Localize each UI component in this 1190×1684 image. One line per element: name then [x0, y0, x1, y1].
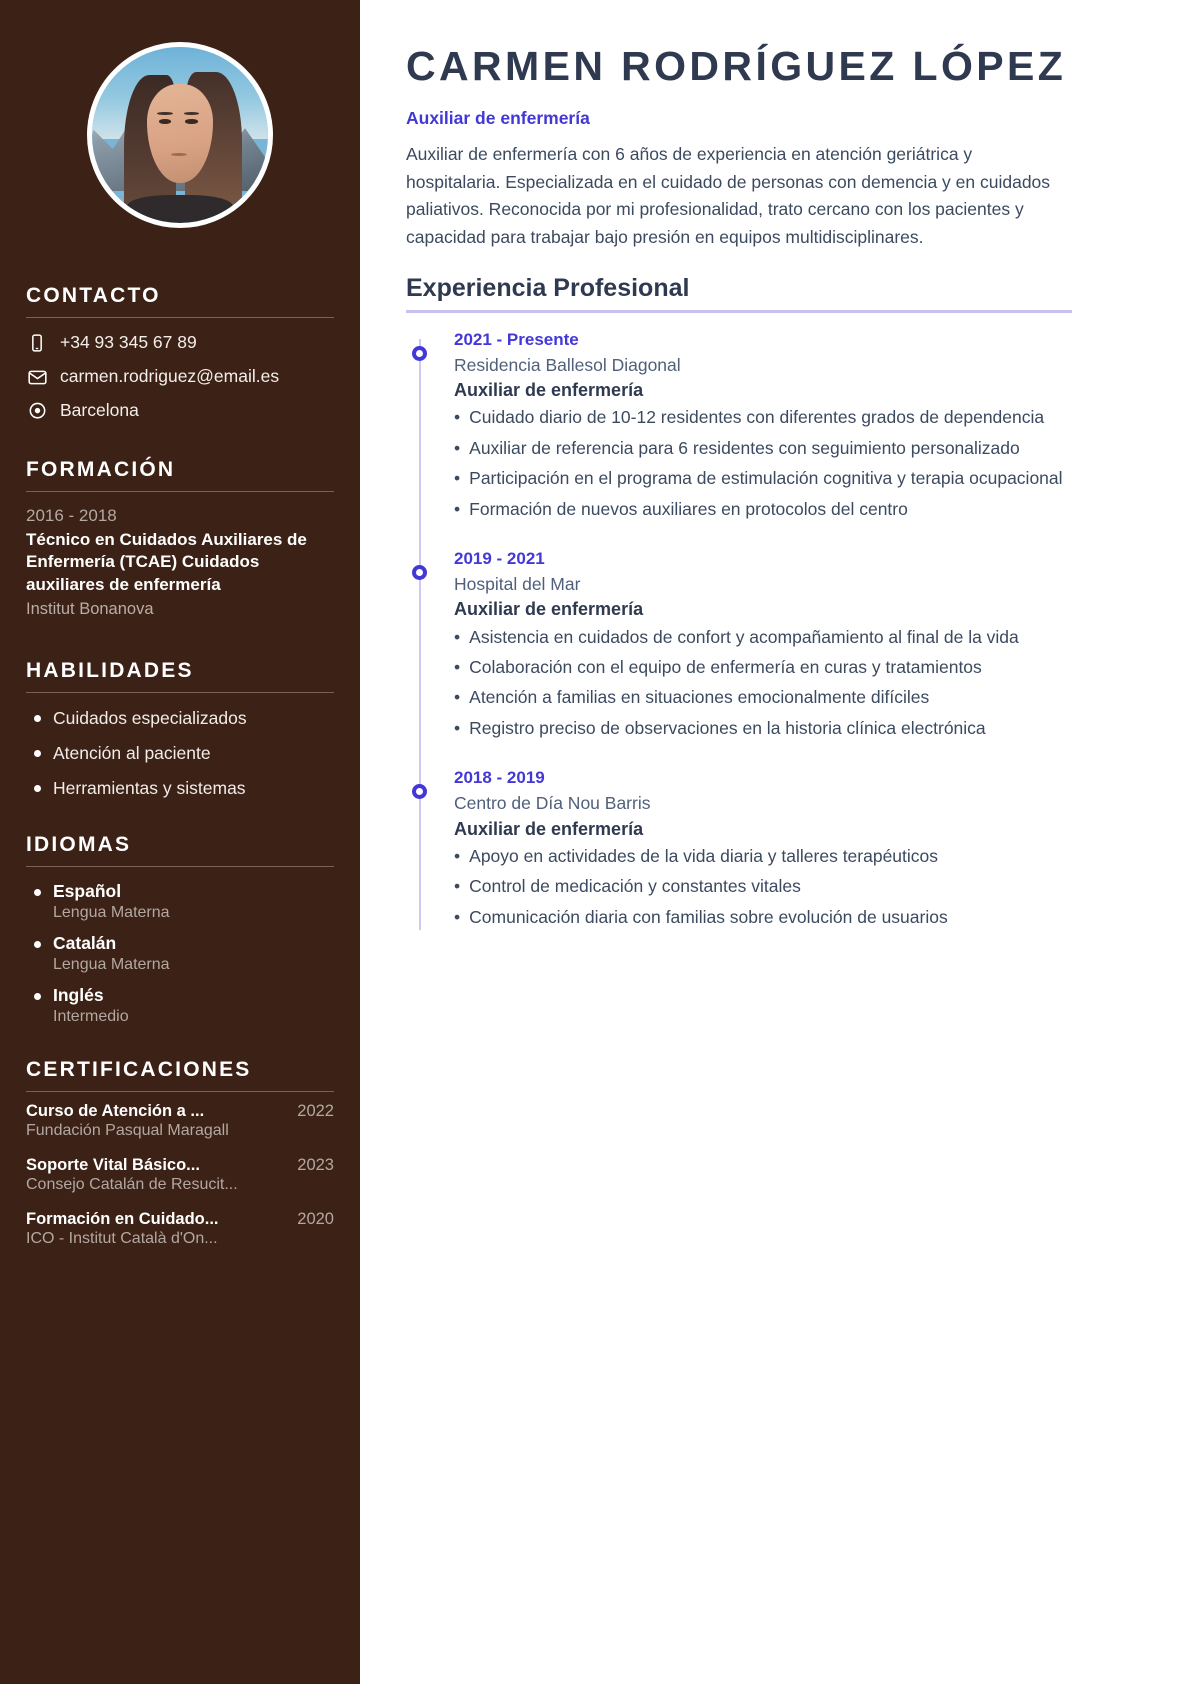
contact-item-email[interactable] [26, 366, 334, 388]
bullet-text: Registro preciso de observaciones en la historia clínica electrónica [469, 717, 986, 738]
list-item [26, 707, 334, 730]
list-item [454, 716, 1072, 741]
timeline-line [419, 339, 421, 930]
section-divider [26, 317, 334, 318]
bullet-dot-icon: • [454, 498, 461, 519]
bullet-dot-icon: • [454, 906, 461, 927]
list-item [454, 466, 1072, 491]
main-content [360, 0, 1190, 1684]
bullet-text: Apoyo en actividades de la vida diaria y talleres terapéuticos [469, 845, 939, 866]
bullet-text: Auxiliar de referencia para 6 residentes con seguimiento personalizado [469, 437, 1020, 458]
certification-org: Fundación Pasqual Maragall [26, 1122, 229, 1140]
bullet-dot-icon: • [454, 626, 461, 647]
experience-bullets [454, 405, 1072, 522]
list-item [26, 742, 334, 765]
bullet-dot-icon: • [454, 717, 461, 738]
list-item [454, 905, 1072, 930]
language-name: Catalán [53, 933, 117, 954]
contact-phone-value: +34 93 345 67 89 [60, 332, 197, 353]
list-item [454, 625, 1072, 650]
bullet-text: Comunicación diaria con familias sobre evolución de usuarios [469, 906, 948, 927]
list-item [26, 1210, 334, 1248]
certification-year: 2020 [297, 1210, 334, 1229]
certification-name: Soporte Vital Básico... [26, 1156, 200, 1175]
experience-company: Hospital del Mar [454, 573, 581, 594]
skill-label: Atención al paciente [53, 742, 211, 763]
bullet-text: Atención a familias en situaciones emocionalmente difíciles [469, 687, 930, 708]
certifications-list [26, 1102, 334, 1248]
bullet-dot-icon [34, 993, 41, 1000]
language-level: Intermedio [53, 1008, 129, 1026]
bullet-dot-icon: • [454, 407, 461, 428]
languages-heading: IDIOMAS [26, 833, 132, 857]
list-item [26, 1156, 334, 1194]
experience-dates: 2021 - Presente [454, 329, 579, 349]
experience-role: Auxiliar de enfermería [454, 380, 644, 401]
bullet-dot-icon: • [454, 468, 461, 489]
contact-heading: CONTACTO [26, 284, 161, 307]
profile-photo [87, 42, 273, 228]
list-item [26, 1102, 334, 1140]
bullet-dot-icon [34, 889, 41, 896]
contact-list [26, 332, 334, 422]
languages-list [26, 881, 334, 1026]
experience-role: Auxiliar de enfermería [454, 818, 644, 839]
experience-item [454, 329, 1072, 522]
bullet-text: Participación en el programa de estimulación cognitiva y terapia ocupacional [469, 468, 1063, 489]
skills-section [26, 659, 334, 799]
education-heading: FORMACIÓN [26, 458, 176, 481]
list-item [454, 405, 1072, 430]
certification-name: Formación en Cuidado... [26, 1210, 219, 1229]
language-name: Inglés [53, 985, 104, 1006]
list-item [454, 655, 1072, 680]
bullet-text: Asistencia en cuidados de confort y acompañamiento al final de la vida [469, 626, 1019, 647]
page-title: CARMEN RODRÍGUEZ LÓPEZ [406, 43, 1067, 89]
certification-year: 2023 [297, 1156, 334, 1175]
list-item [26, 933, 334, 974]
experience-dates: 2019 - 2021 [454, 548, 545, 568]
section-divider [26, 1091, 334, 1092]
education-item [26, 504, 334, 621]
languages-section [26, 833, 334, 1026]
experience-heading: Experiencia Profesional [406, 273, 690, 302]
experience-timeline [406, 329, 1072, 930]
bullet-dot-icon: • [454, 687, 461, 708]
bullet-dot-icon: • [454, 657, 461, 677]
bullet-dot-icon [34, 715, 41, 722]
contact-location-value: Barcelona [60, 400, 139, 421]
certification-org: ICO - Institut Català d'On... [26, 1230, 218, 1248]
job-title: Auxiliar de enfermería [406, 108, 590, 129]
certification-year: 2022 [297, 1102, 334, 1121]
profile-photo-image [92, 47, 268, 223]
timeline-marker-icon [412, 784, 427, 799]
bullet-dot-icon: • [454, 437, 461, 458]
education-dates: 2016 - 2018 [26, 506, 117, 525]
certifications-section [26, 1058, 334, 1248]
list-item [454, 874, 1072, 899]
skill-label: Herramientas y sistemas [53, 777, 246, 798]
skill-label: Cuidados especializados [53, 708, 247, 729]
certifications-heading: CERTIFICACIONES [26, 1058, 252, 1082]
contact-item-phone[interactable] [26, 332, 334, 354]
bullet-text: Colaboración con el equipo de enfermería en curas y tratamientos [469, 657, 982, 677]
bullet-text: Control de medicación y constantes vitales [469, 876, 801, 897]
list-item [26, 881, 334, 922]
skills-heading: HABILIDADES [26, 659, 194, 683]
list-item [26, 985, 334, 1026]
timeline-marker-icon [412, 346, 427, 361]
experience-bullets [454, 844, 1072, 930]
list-item [454, 497, 1072, 522]
education-school: Institut Bonanova [26, 600, 154, 619]
location-pin-icon [26, 400, 48, 422]
education-section [26, 458, 334, 621]
section-underline [406, 310, 1072, 313]
language-level: Lengua Materna [53, 956, 170, 974]
professional-summary: Auxiliar de enfermería con 6 años de experiencia en atención geriátrica y hospitalaria. Especializada en el cuidado de personas con demencia y en cuidados paliativos. Reconocida por mi profesionalidad, trato cercano con los pacientes y capacidad para trabajar bajo presión en equipos multidisciplinares. [406, 144, 1051, 248]
bullet-text: Cuidado diario de 10-12 residentes con diferentes grados de dependencia [469, 407, 1045, 428]
timeline-marker-icon [412, 565, 427, 580]
section-divider [26, 491, 334, 492]
contact-item-location[interactable] [26, 400, 334, 422]
experience-item [454, 767, 1072, 930]
skills-list [26, 707, 334, 799]
phone-icon [26, 332, 48, 354]
list-item [454, 436, 1072, 461]
education-degree: Técnico en Cuidados Auxiliares de Enfermería (TCAE) Cuidados auxiliares de enfermería [26, 529, 307, 594]
contact-email-value: carmen.rodriguez@email.es [60, 366, 280, 387]
bullet-dot-icon [34, 785, 41, 792]
bullet-dot-icon [34, 750, 41, 757]
list-item [454, 844, 1072, 869]
certification-org: Consejo Catalán de Resucit... [26, 1176, 238, 1194]
email-icon [26, 366, 48, 388]
experience-item [454, 548, 1072, 741]
bullet-dot-icon [34, 941, 41, 948]
language-name: Español [53, 881, 122, 902]
language-level: Lengua Materna [53, 904, 170, 922]
bullet-text: Formación de nuevos auxiliares en protocolos del centro [469, 498, 908, 519]
bullet-dot-icon: • [454, 876, 461, 897]
bullet-dot-icon: • [454, 845, 461, 866]
list-item [26, 777, 334, 800]
section-divider [26, 866, 334, 867]
certification-name: Curso de Atención a ... [26, 1102, 205, 1121]
experience-role: Auxiliar de enfermería [454, 599, 644, 620]
sidebar [0, 0, 360, 1684]
experience-company: Centro de Día Nou Barris [454, 793, 651, 814]
list-item [454, 685, 1072, 710]
section-divider [26, 692, 334, 693]
experience-company: Residencia Ballesol Diagonal [454, 354, 681, 375]
contact-section [26, 284, 334, 422]
experience-bullets [454, 625, 1072, 742]
experience-dates: 2018 - 2019 [454, 768, 545, 788]
